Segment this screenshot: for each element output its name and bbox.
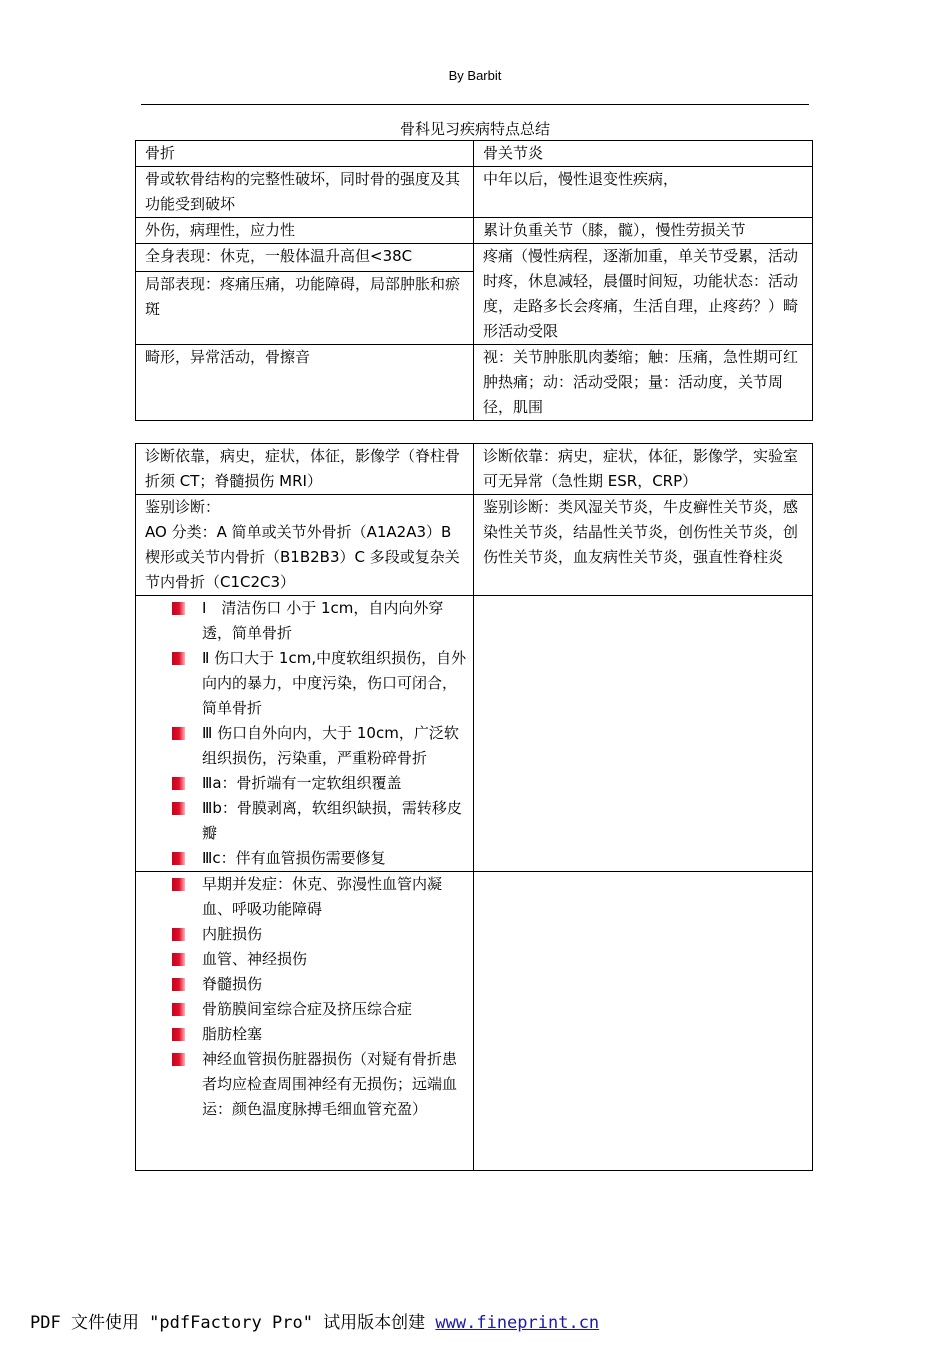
- red-square-bullet-icon: [172, 727, 185, 740]
- list-item: [202, 947, 467, 972]
- list-item: [202, 646, 467, 721]
- table-cell: 外伤，病理性，应力性: [136, 218, 474, 244]
- list-item: [202, 872, 467, 922]
- table-row: [136, 244, 813, 272]
- list-item-text: 早期并发症：休克、弥漫性血管内凝血、呼吸功能障碍: [202, 875, 443, 918]
- differential-osteoarthritis: 鉴别诊断：类风湿关节炎，牛皮癣性关节炎，感染性关节炎，结晶性关节炎，创伤性关节炎，创伤性关节炎，血友病性关节炎，强直性脊柱炎: [474, 495, 813, 596]
- list-item: [202, 596, 467, 646]
- table-cell: 骨关节炎: [474, 141, 813, 167]
- table-cell: 局部表现：疼痛压痛，功能障碍，局部肿胀和瘀斑: [136, 272, 474, 345]
- red-square-bullet-icon: [172, 1028, 185, 1041]
- red-square-bullet-icon: [172, 1053, 185, 1066]
- list-item-text: Ⅲa：骨折端有一定软组织覆盖: [202, 774, 402, 792]
- diagnosis-fracture: 诊断依靠，病史，症状，体征，影像学（脊柱骨折须 CT；脊髓损伤 MRI）: [136, 444, 474, 495]
- fineprint-link[interactable]: www.fineprint.cn: [435, 1313, 600, 1333]
- red-square-bullet-icon: [172, 878, 185, 891]
- table-row: [136, 495, 813, 596]
- red-square-bullet-icon: [172, 978, 185, 991]
- page-title: 骨科见习疾病特点总结: [399, 120, 550, 138]
- list-item-text: Ⅲc：伴有血管损伤需要修复: [202, 849, 386, 867]
- table-cell: 视：关节肿胀肌肉萎缩；触：压痛，急性期可红肿热痛；动：活动受限；量：活动度，关节周径，肌围: [474, 345, 813, 421]
- red-square-bullet-icon: [172, 602, 185, 615]
- list-item-text: 脊髓损伤: [202, 975, 263, 993]
- differential-fracture: [136, 495, 474, 596]
- list-item-text: 内脏损伤: [202, 925, 263, 943]
- list-item: [202, 972, 467, 997]
- list-item: [202, 796, 467, 846]
- table-cell: 中年以后，慢性退变性疾病，: [474, 167, 813, 218]
- list-item-text: Ⅲ 伤口自外向内，大于 10cm，广泛软组织损伤，污染重，严重粉碎骨折: [202, 724, 459, 767]
- list-item: [202, 721, 467, 771]
- table-cell: 畸形，异常活动，骨擦音: [136, 345, 474, 421]
- ao-classification: AO 分类：A 简单或关节外骨折（A1A2A3）B 楔形或关节内骨折（B1B2B3）C 多段或复杂关节内骨折（C1C2C3）: [145, 523, 460, 591]
- complication-list: [145, 872, 467, 1122]
- list-item-text: 神经血管损伤脏器损伤（对疑有骨折患者均应检查周围神经有无损伤；远端血运：颜色温度脉搏毛细血管充盈）: [202, 1050, 458, 1118]
- list-item: [202, 922, 467, 947]
- diagnosis-osteoarthritis: 诊断依靠：病史，症状，体征，影像学，实验室可无异常（急性期 ESR，CRP）: [474, 444, 813, 495]
- red-square-bullet-icon: [172, 852, 185, 865]
- table-row: [136, 444, 813, 495]
- list-item-text: 血管、神经损伤: [202, 950, 308, 968]
- list-item: [202, 1022, 467, 1047]
- red-square-bullet-icon: [172, 802, 185, 815]
- red-square-bullet-icon: [172, 1003, 185, 1016]
- list-item-text: 脂肪栓塞: [202, 1025, 263, 1043]
- author-header: By Barbit: [448, 68, 502, 83]
- table-cell: 骨折: [136, 141, 474, 167]
- table-cell: 全身表现：休克，一般体温升高但<38C: [136, 244, 474, 272]
- differential-heading: 鉴别诊断：: [145, 498, 221, 516]
- list-item-text: Ⅰ 清洁伤口 小于 1cm，自内向外穿透，简单骨折: [202, 599, 444, 642]
- list-item: [202, 771, 467, 796]
- list-item-text: 骨筋膜间室综合症及挤压综合症: [202, 1000, 413, 1018]
- open-fracture-classification: [136, 596, 474, 872]
- table-row: [136, 167, 813, 218]
- table-cell-empty: [474, 872, 813, 1171]
- pdf-footer: [30, 1308, 599, 1333]
- red-square-bullet-icon: [172, 652, 185, 665]
- list-item-text: Ⅱ 伤口大于 1cm,中度软组织损伤，自外向内的暴力，中度污染，伤口可闭合，简单骨折: [202, 649, 467, 717]
- header-rule: [141, 104, 809, 105]
- red-square-bullet-icon: [172, 953, 185, 966]
- list-item-text: Ⅲb：骨膜剥离，软组织缺损，需转移皮瓣: [202, 799, 462, 842]
- red-square-bullet-icon: [172, 777, 185, 790]
- table-row: [136, 872, 813, 1171]
- table-cell: 疼痛（慢性病程，逐渐加重，单关节受累，活动时疼，休息减轻，晨僵时间短，功能状态：活动度，走路多长会疼痛，生活自理，止疼药？）畸形活动受限: [474, 244, 813, 345]
- table-row: [136, 218, 813, 244]
- red-square-bullet-icon: [172, 928, 185, 941]
- table-cell: 累计负重关节（膝，髋），慢性劳损关节: [474, 218, 813, 244]
- comparison-table-2: [135, 443, 813, 1171]
- list-item: [202, 997, 467, 1022]
- table-cell-empty: [474, 596, 813, 872]
- complications: [136, 872, 474, 1171]
- list-item: [202, 1047, 467, 1122]
- list-item: [202, 846, 467, 871]
- footer-text: PDF 文件使用 "pdfFactory Pro" 试用版本创建: [30, 1313, 436, 1333]
- table-cell: 骨或软骨结构的完整性破坏，同时骨的强度及其功能受到破坏: [136, 167, 474, 218]
- classification-list: [145, 596, 467, 871]
- table-row: [136, 596, 813, 872]
- table-row: [136, 345, 813, 421]
- comparison-table-1: [135, 140, 813, 421]
- table-row: [136, 141, 813, 167]
